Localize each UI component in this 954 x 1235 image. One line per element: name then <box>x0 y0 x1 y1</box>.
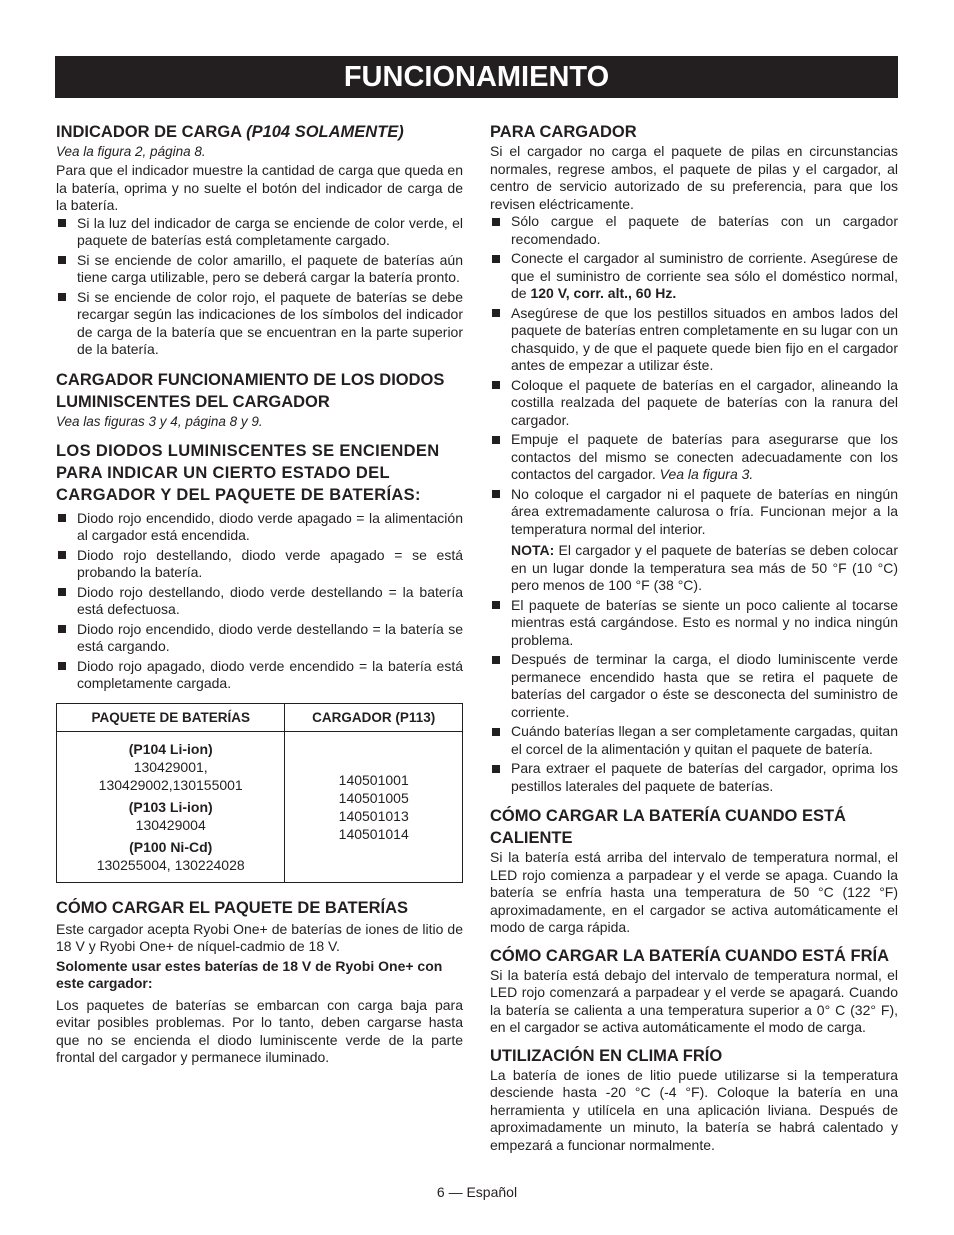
list-item: Diodo rojo destellando, diodo verde apagado = se está probando la batería. <box>56 547 463 582</box>
bold-note: Solomente usar estes baterías de 18 V de Ryobi One+ con este cargador: <box>56 957 443 991</box>
list-text: Empuje el paquete de baterías para asegurarse que los contactos del mismo se conecten adecuadamente con los contactos del cargador. <box>511 431 898 482</box>
list-item: El paquete de baterías se siente un poco caliente al tocarse mientras está cargándose. Esto es normal y no indica ningún problema. <box>490 597 898 650</box>
list-item <box>490 431 898 484</box>
paragraph: Si la batería está debajo del intervalo de temperatura normal, el LED rojo comenzará a parpadear y el verde se apagará. Cuando la batería se calienta a una temperatura superior a 0° C (32° F), en el cargador se activa automáticamente el modo de carga. <box>490 966 898 1035</box>
charger-cell <box>285 731 463 882</box>
paragraph: Los paquetes de baterías se embarcan con carga baja para evitar posibles problemas. Por lo tanto, deben cargarse hasta que no se encienda el diodo luminiscente verde de la parte frontal del cargador y permanece iluminado. <box>56 996 463 1065</box>
bullet-list <box>56 215 463 359</box>
table-header: CARGADOR (P113) <box>285 703 463 731</box>
cold-battery-heading: CÓMO CARGAR LA BATERÍA CUANDO ESTÁ FRÍA <box>490 946 890 965</box>
list-item: Si se enciende de color rojo, el paquete de baterías se debe recargar según las indicaciones de los símbolos del indicador de carga de la batería que se encuentran en la parte superior de la batería. <box>56 289 463 359</box>
compatibility-table <box>56 703 463 883</box>
battery-model-name: (P104 Li-ion) <box>128 740 213 757</box>
list-item: Cuándo baterías llegan a ser completamente cargadas, quitan el corcel de la alimentación y quitan el paquete de batería. <box>490 723 898 758</box>
voltage-spec: 120 V, corr. alt., 60 Hz. <box>530 285 677 301</box>
list-item: Si la luz del indicador de carga se enciende de color verde, el paquete de baterías está completamente cargado. <box>56 215 463 250</box>
page-footer: 6 — Español <box>436 1184 518 1200</box>
list-item: Diodo rojo encendido, diodo verde apagado = la alimentación al cargador está encendida. <box>56 510 463 545</box>
figure-reference: Vea las figuras 3 y 4, página 8 y 9. <box>56 413 263 429</box>
charging-pack-heading: CÓMO CARGAR EL PAQUETE DE BATERÍAS <box>56 898 409 917</box>
charge-indicator-heading <box>56 121 463 143</box>
list-text: Conecte el cargador al suministro de corriente. Asegúrese de que el suministro de corriente sea sólo el doméstico normal, de <box>511 250 898 301</box>
page-title: FUNCIONAMIENTO <box>55 56 898 98</box>
list-item: Diodo rojo apagado, diodo verde encendido = la batería está completamente cargada. <box>56 658 463 693</box>
list-item: Para extraer el paquete de baterías del cargador, oprima los pestillos laterales del paquete de baterías. <box>490 760 898 795</box>
list-item: Si se enciende de color amarillo, el paquete de baterías aún tiene carga utilizable, pero se deberá cargar la batería pronto. <box>56 252 463 287</box>
list-item: Sólo cargue el paquete de baterías con un cargador recomendado. <box>490 213 898 248</box>
led-states-heading: LOS DIODOS LUMINISCENTES SE ENCIENDEN PARA INDICAR UN CIERTO ESTADO DEL CARGADOR Y DEL PAQUETE DE BATERÍAS: <box>56 441 440 504</box>
heading-text: INDICADOR DE CARGA <box>56 123 242 141</box>
note-text: El cargador y el paquete de baterías se deben colocar en un lugar donde la temperatura sea más de 50 °F (10 °C) pero menos de 100 °F (38 °C). <box>511 542 898 593</box>
charger-model: 140501014 <box>338 825 409 842</box>
list-item: Diodo rojo encendido, diodo verde destellando = la batería se está cargando. <box>56 621 463 656</box>
right-column <box>490 121 898 1154</box>
hot-battery-heading: CÓMO CARGAR LA BATERÍA CUANDO ESTÁ CALIENTE <box>490 807 846 847</box>
heading-italic: (P104 SOLAMENTE) <box>246 123 404 141</box>
charger-model: 140501005 <box>338 789 409 806</box>
cold-weather-heading: UTILIZACIÓN EN CLIMA FRÍO <box>490 1046 723 1065</box>
note-label: NOTA: <box>511 542 555 558</box>
paragraph: Si la batería está arriba del intervalo de temperatura normal, el LED rojo comienza a parpadear y el verde se apaga. Cuando la batería se enfría hasta una temperatura de 50 °C (122 °F) aproximadamente, en el cargador se activa automáticamente el modo de carga rápida. <box>490 849 898 935</box>
charger-model: 140501001 <box>338 771 409 788</box>
bullet-list <box>56 510 463 693</box>
table-header: PAQUETE DE BATERÍAS <box>57 703 285 731</box>
battery-cell <box>57 731 285 882</box>
battery-model-name: (P103 Li-ion) <box>128 798 213 815</box>
left-column <box>56 121 463 1067</box>
bullet-list <box>490 213 898 795</box>
figure-reference: Vea la figura 3. <box>659 466 754 482</box>
battery-model-name: (P100 Ni-Cd) <box>129 838 213 855</box>
list-item: Diodo rojo destellando, diodo verde destellando = la batería está defectuosa. <box>56 584 463 619</box>
list-item: Asegúrese de que los pestillos situados en ambos lados del paquete de baterías entren completamente en su lugar con un chasquido, y de que el paquete quede bien fijo en el cargador antes de empezar a utilizar éste. <box>490 305 898 375</box>
battery-model-numbers: 130429004 <box>135 816 206 833</box>
charger-leds-heading: CARGADOR FUNCIONAMIENTO DE LOS DIODOS LUMINISCENTES DEL CARGADOR <box>56 370 445 411</box>
to-charge-heading: PARA CARGADOR <box>490 123 637 141</box>
paragraph: Para que el indicador muestre la cantidad de carga que queda en la batería, oprima y no suelte el botón del indicador de carga de la batería. <box>56 162 463 213</box>
paragraph: Este cargador acepta Ryobi One+ de baterías de iones de litio de 18 V y Ryobi One+ de níquel-cadmio de 18 V. <box>56 920 463 954</box>
paragraph: Si el cargador no carga el paquete de pilas en circunstancias normales, regrese ambos, el paquete de pilas y el cargador, al centro de servicio autorizado de su preferencia, para que los revisen eléctricamente. <box>490 143 898 212</box>
list-item: Coloque el paquete de baterías en el cargador, alineando la costilla realzada del paquete de baterías con la ranura del cargador. <box>490 377 898 430</box>
figure-reference: Vea la figura 2, página 8. <box>56 144 206 159</box>
battery-model-numbers: 130429001, 130429002,130155001 <box>98 758 243 793</box>
list-item <box>490 250 898 303</box>
note <box>490 542 898 595</box>
paragraph: La batería de iones de litio puede utilizarse si la temperatura desciende hasta -20 °C (-4 °F). Coloque la batería en una herramienta y utilícela en una aplicación liviana. Después de aproximadamente un minuto, la batería se habrá calentado y empezará a funcionar normalmente. <box>490 1066 898 1153</box>
list-item: No coloque el cargador ni el paquete de baterías en ningún área extremadamente calurosa o fría. Funcionan mejor a la temperatura normal del interior. <box>490 486 898 539</box>
charger-model: 140501013 <box>338 807 409 824</box>
list-item: Después de terminar la carga, el diodo luminiscente verde permanece encendido hasta que se retira el paquete de baterías del cargador o éste se desconecta del suministro de corriente. <box>490 651 898 721</box>
battery-model-numbers: 130255004, 130224028 <box>96 856 245 873</box>
